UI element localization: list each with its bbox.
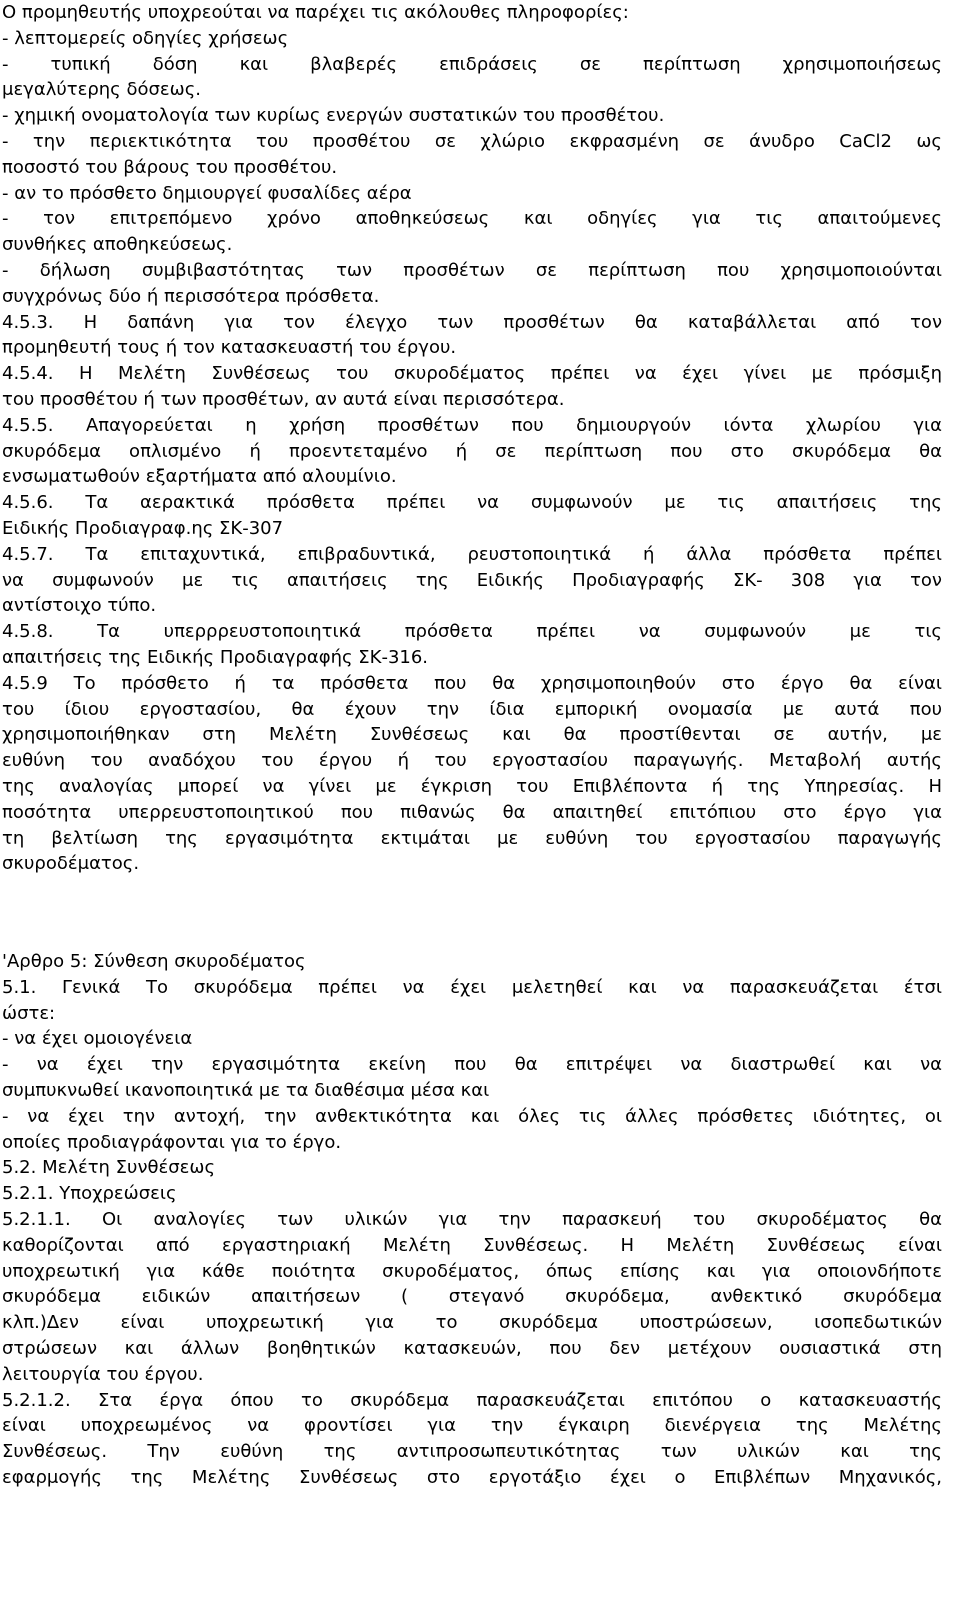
text-block-additives xyxy=(2,0,960,877)
text-line: τη βελτίωση της εργασιμότητα εκτιμάται με ευθύνη του εργοστασίου παραγωγής xyxy=(2,827,942,849)
text-line: 4.5.6. Τα αερακτικά πρόσθετα πρέπει να συμφωνούν με τις απαιτήσεις της xyxy=(2,492,942,514)
text-line: 5.2. Μελέτη Συνθέσεως xyxy=(2,1157,216,1179)
text-block-article-5 xyxy=(2,949,960,1491)
text-line: κλπ.)Δεν είναι υποχρεωτική για το σκυρόδεμα υποστρώσεων, ισοπεδωτικών xyxy=(2,1312,942,1334)
text-line: 4.5.4. Η Μελέτη Συνθέσεως του σκυροδέματος πρέπει να έχει γίνει με πρόσμιξη xyxy=(2,363,942,385)
text-line: υποχρεωτική για κάθε ποιότητα σκυροδέματος, όπως επίσης και για οποιονδήποτε xyxy=(2,1260,942,1282)
text-line: σκυροδέματος. xyxy=(2,853,140,875)
text-line: 4.5.9 Το πρόσθετο ή τα πρόσθετα που θα χρησιμοποιηθούν στο έργο θα είναι xyxy=(2,672,942,694)
text-line: λειτουργία του έργου. xyxy=(2,1363,204,1385)
text-line: ενσωματωθούν εξαρτήματα από αλουμίνιο. xyxy=(2,466,397,488)
text-line: του προσθέτου ή των προσθέτων, αν αυτά είναι περισσότερα. xyxy=(2,388,565,410)
paragraph-gap xyxy=(2,877,960,949)
text-line: χρησιμοποιήθηκαν στη Μελέτη Συνθέσεως και θα προστίθενται σε αυτήν, με xyxy=(2,724,942,746)
text-line: μεγαλύτερης δόσεως. xyxy=(2,79,201,101)
text-line: της αναλογίας μπορεί να γίνει με έγκριση του Επιβλέποντα ή της Υπηρεσίας. Η xyxy=(2,775,942,797)
text-line: Συνθέσεως. Την ευθύνη της αντιπροσωπευτικότητας των υλικών και της xyxy=(2,1441,942,1463)
text-line: 5.1. Γενικά Το σκυρόδεμα πρέπει να έχει μελετηθεί και να παρασκευάζεται έτσι xyxy=(2,976,942,998)
text-line: προμηθευτή τους ή τον κατασκευαστή του έργου. xyxy=(2,337,457,359)
text-line: στρώσεων και άλλων βοηθητικών κατασκευών, που δεν μετέχουν ουσιαστικά στη xyxy=(2,1338,942,1360)
text-line: - λεπτομερείς οδηγίες χρήσεως xyxy=(2,27,289,49)
text-line: 5.2.1.2. Στα έργα όπου το σκυρόδεμα παρασκευάζεται επιτόπου ο κατασκευαστής xyxy=(2,1389,942,1411)
text-line: ποσοστό του βάρους του προσθέτου. xyxy=(2,156,338,178)
text-line: 4.5.5. Απαγορεύεται η χρήση προσθέτων που δημιουργούν ιόντα χλωρίου για xyxy=(2,414,942,436)
text-line: - να έχει ομοιογένεια xyxy=(2,1028,193,1050)
text-line: συνθήκες αποθηκεύσεως. xyxy=(2,234,233,256)
text-line: - αν το πρόσθετο δημιουργεί φυσαλίδες αέρα xyxy=(2,182,412,204)
text-line: 5.2.1.1. Οι αναλογίες των υλικών για την παρασκευή του σκυροδέματος θα xyxy=(2,1209,942,1231)
text-line: συγχρόνως δύο ή περισσότερα πρόσθετα. xyxy=(2,285,380,307)
text-line: - τον επιτρεπόμενο χρόνο αποθηκεύσεως και οδηγίες για τις απαιτούμενες xyxy=(2,208,942,230)
text-line: σκυρόδεμα οπλισμένο ή προεντεταμένο ή σε περίπτωση που στο σκυρόδεμα θα xyxy=(2,440,942,462)
text-line: του ίδιου εργοστασίου, θα έχουν την ίδια εμπορική ονομασία με αυτά που xyxy=(2,698,942,720)
text-line: 'Αρθρο 5: Σύνθεση σκυροδέματος xyxy=(2,951,306,973)
text-line: 4.5.8. Τα υπερρρευστοποιητικά πρόσθετα πρέπει να συμφωνούν με τις xyxy=(2,621,942,643)
text-line: εφαρμογής της Μελέτης Συνθέσεως στο εργοτάξιο έχει ο Επιβλέπων Μηχανικός, xyxy=(2,1467,942,1489)
text-line: - χημική ονοματολογία των κυρίως ενεργών συστατικών του προσθέτου. xyxy=(2,105,665,127)
text-line: συμπυκνωθεί ικανοποιητικά με τα διαθέσιμα μέσα και xyxy=(2,1080,490,1102)
text-line: 4.5.3. Η δαπάνη για τον έλεγχο των προσθέτων θα καταβάλλεται από τον xyxy=(2,311,942,333)
text-line: σκυρόδεμα ειδικών απαιτήσεων ( στεγανό σκυρόδεμα, ανθεκτικό σκυρόδεμα xyxy=(2,1286,942,1308)
text-line: - τυπική δόση και βλαβερές επιδράσεις σε περίπτωση χρησιμοποιήσεως xyxy=(2,53,942,75)
text-line: - να έχει την αντοχή, την ανθεκτικότητα και όλες τις άλλες πρόσθετες ιδιότητες, οι xyxy=(2,1105,942,1127)
text-line: - δήλωση συμβιβαστότητας των προσθέτων σε περίπτωση που χρησιμοποιούνται xyxy=(2,259,942,281)
text-line: οποίες προδιαγράφονται για το έργο. xyxy=(2,1131,342,1153)
text-line: να συμφωνούν με τις απαιτήσεις της Ειδικής Προδιαγραφής ΣΚ- 308 για τον xyxy=(2,569,942,591)
text-line: - να έχει την εργασιμότητα εκείνη που θα επιτρέψει να διαστρωθεί και να xyxy=(2,1054,942,1076)
text-line: Ο προμηθευτής υποχρεούται να παρέχει τις ακόλουθες πληροφορίες: xyxy=(2,2,629,23)
text-line: ώστε: xyxy=(2,1002,56,1024)
text-line: 5.2.1. Υποχρεώσεις xyxy=(2,1183,177,1205)
text-line: 4.5.7. Τα επιταχυντικά, επιβραδυντικά, ρευστοποιητικά ή άλλα πρόσθετα πρέπει xyxy=(2,543,942,565)
text-line: - την περιεκτικότητα του προσθέτου σε χλώριο εκφρασμένη σε άνυδρο CaCl2 ως xyxy=(2,130,942,152)
text-line: ευθύνη του αναδόχου του έργου ή του εργοστασίου παραγωγής. Μεταβολή αυτής xyxy=(2,750,942,772)
text-line: αντίστοιχο τύπο. xyxy=(2,595,157,617)
text-line: ποσότητα υπερρευστοποιητικού που πιθανώς θα απαιτηθεί επιτόπιου στο έργο για xyxy=(2,801,942,823)
text-line: απαιτήσεις της Ειδικής Προδιαγραφής ΣΚ-316. xyxy=(2,646,429,668)
text-line: Ειδικής Προδιαγραφ.ης ΣΚ-307 xyxy=(2,517,284,539)
text-line: είναι υποχρεωμένος να φροντίσει για την έγκαιρη διενέργεια της Μελέτης xyxy=(2,1415,942,1437)
text-line: καθορίζονται από εργαστηριακή Μελέτη Συνθέσεως. Η Μελέτη Συνθέσεως είναι xyxy=(2,1234,942,1256)
